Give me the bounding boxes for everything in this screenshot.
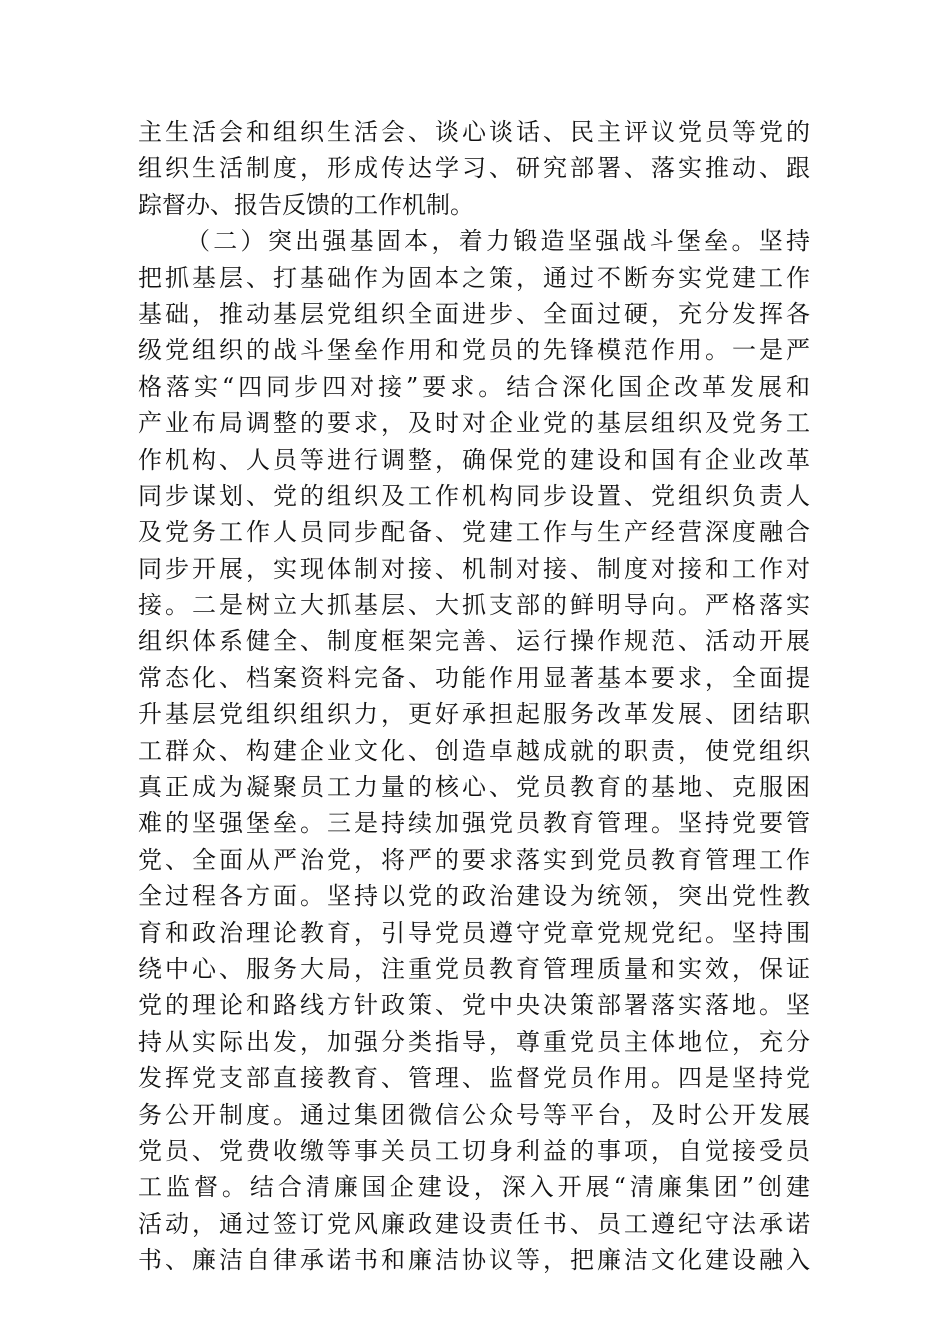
- text-line: 同步开展，实现体制对接、机制对接、制度对接和工作对: [138, 554, 810, 583]
- text-line: 工群众、构建企业文化、创造卓越成就的职责，使党组织: [138, 736, 810, 765]
- text-line: 升基层党组织组织力，更好承担起服务改革发展、团结职: [138, 700, 810, 729]
- text-line: （二）突出强基固本，着力锻造坚强战斗堡垒。坚持: [186, 227, 810, 256]
- text-line: 把抓基层、打基础作为固本之策，通过不断夯实党建工作: [138, 263, 810, 292]
- text-line: 工监督。结合清廉国企建设，深入开展“清廉集团”创建: [138, 1173, 810, 1202]
- text-line: 党的理论和路线方针政策、党中央决策部署落实落地。坚: [138, 991, 810, 1020]
- text-line: 同步谋划、党的组织及工作机构同步设置、党组织负责人: [138, 481, 810, 510]
- text-line: 主生活会和组织生活会、谈心谈话、民主评议党员等党的: [138, 118, 810, 146]
- text-line: 常态化、档案资料完备、功能作用显著基本要求，全面提: [138, 663, 810, 692]
- text-line: 持从实际出发，加强分类指导，尊重党员主体地位，充分: [138, 1027, 810, 1056]
- text-line: 作机构、人员等进行调整，确保党的建设和国有企业改革: [138, 445, 810, 474]
- text-line: 组织生活制度，形成传达学习、研究部署、落实推动、跟: [138, 154, 810, 183]
- text-line: 踪督办、报告反馈的工作机制。: [138, 190, 474, 219]
- text-line: 难的坚强堡垒。三是持续加强党员教育管理。坚持党要管: [138, 809, 810, 838]
- text-line: 及党务工作人员同步配备、党建工作与生产经营深度融合: [138, 518, 810, 547]
- text-line: 格落实“四同步四对接”要求。结合深化国企改革发展和: [138, 372, 810, 401]
- text-line: 务公开制度。通过集团微信公众号等平台，及时公开发展: [138, 1100, 810, 1129]
- text-line: 级党组织的战斗堡垒作用和党员的先锋模范作用。一是严: [138, 336, 810, 365]
- document-page: [138, 114, 810, 1279]
- text-line: 党、全面从严治党，将严的要求落实到党员教育管理工作: [138, 845, 810, 874]
- text-line: 接。二是树立大抓基层、大抓支部的鲜明导向。严格落实: [138, 591, 810, 620]
- text-line: 党员、党费收缴等事关员工切身利益的事项，自觉接受员: [138, 1136, 810, 1165]
- text-line: 组织体系健全、制度框架完善、运行操作规范、活动开展: [138, 627, 810, 656]
- text-line: 发挥党支部直接教育、管理、监督党员作用。四是坚持党: [138, 1064, 810, 1093]
- text-line: 育和政治理论教育，引导党员遵守党章党规党纪。坚持围: [138, 918, 810, 947]
- text-line: 活动，通过签订党风廉政建设责任书、员工遵纪守法承诺: [138, 1209, 810, 1238]
- text-line: 产业布局调整的要求，及时对企业党的基层组织及党务工: [138, 409, 810, 438]
- text-line: 书、廉洁自律承诺书和廉洁协议等，把廉洁文化建设融入: [138, 1246, 810, 1275]
- text-line: 全过程各方面。坚持以党的政治建设为统领，突出党性教: [138, 882, 810, 911]
- text-line: 基础，推动基层党组织全面进步、全面过硬，充分发挥各: [138, 299, 810, 328]
- text-line: 真正成为凝聚员工力量的核心、党员教育的基地、克服困: [138, 773, 810, 802]
- text-line: 绕中心、服务大局，注重党员教育管理质量和实效，保证: [138, 954, 810, 983]
